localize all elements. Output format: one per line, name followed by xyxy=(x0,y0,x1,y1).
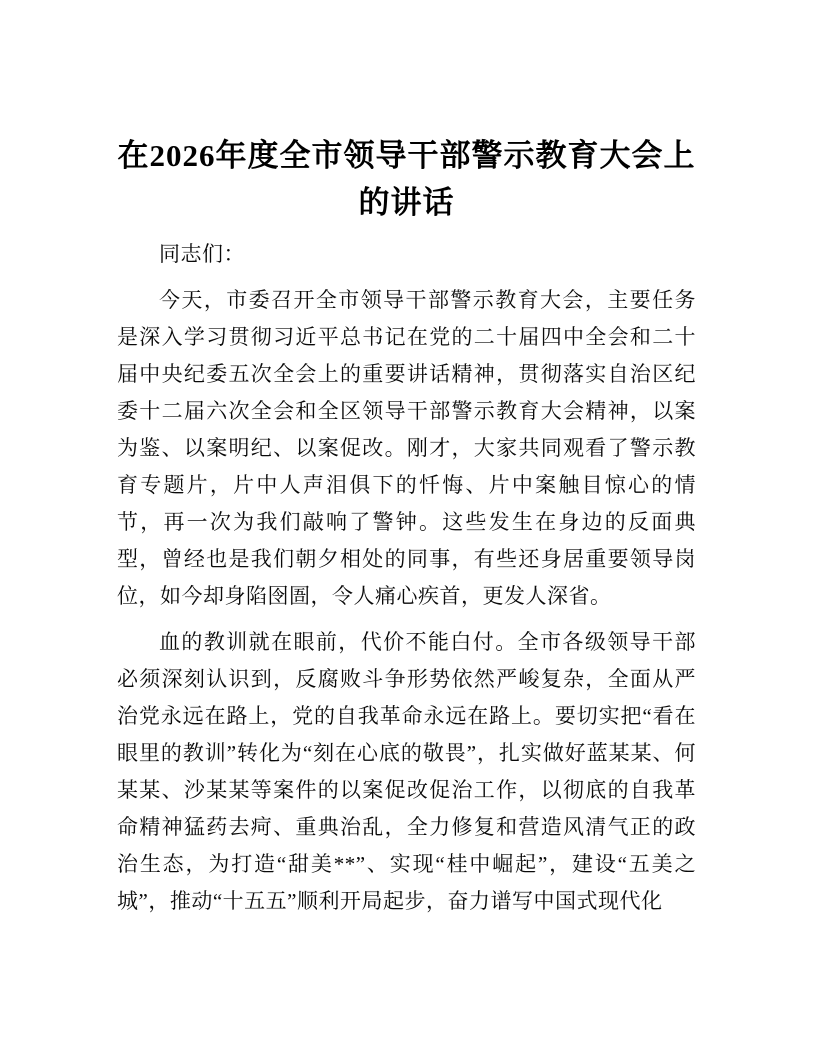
salutation-line: 同志们： xyxy=(159,242,245,266)
paragraph-1: 今天，市委召开全市领导干部警示教育大会，主要任务是深入学习贯彻习近平总书记在党的二十届四中全会和二十届中央纪委五次全会上的重要讲话精神，贯彻落实自治区纪委十二届六次全会和全区领导干部警示教育大会精神，以案为鉴、以案明纪、以案促改。刚才，大家共同观看了警示教育专题片，片中人声泪俱下的忏悔、片中案触目惊心的情节，再一次为我们敲响了警钟。这些发生在身边的反面典型，曾经也是我们朝夕相处的同事，有些还身居重要领导岗位，如今却身陷囹圄，令人痛心疾首，更发人深省。 xyxy=(117,288,696,608)
paragraph-2: 血的教训就在眼前，代价不能白付。全市各级领导干部必须深刻认识到，反腐败斗争形势依然严峻复杂，全面从严治党永远在路上，党的自我革命永远在路上。要切实把“看在眼里的教训”转化为“刻在心底的敬畏”，扎实做好蓝某某、何某某、沙某某等案件的以案促改促治工作，以彻底的自我革命精神猛药去疴、重典治乱，全力修复和营造风清气正的政治生态，为打造“甜美**”、实现“桂中崛起”，建设“五美之城”，推动“十五五”顺利开局起步，奋力谱写中国式现代化 xyxy=(117,630,696,913)
document-title: 在2026年度全市领导干部警示教育大会上的讲话 xyxy=(117,138,696,220)
